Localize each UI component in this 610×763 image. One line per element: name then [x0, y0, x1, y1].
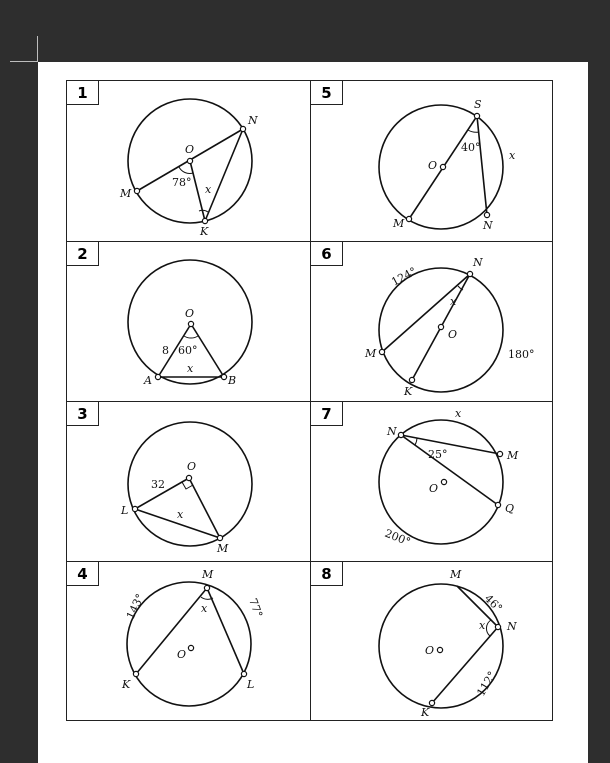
- problem-2: [66, 241, 311, 402]
- problem-5: [310, 80, 553, 242]
- arc-label: 124°: [389, 264, 419, 289]
- problem-number: 8: [311, 562, 343, 586]
- problem-4-figure: [67, 562, 312, 722]
- side-label: 32: [151, 478, 165, 491]
- point: [429, 700, 434, 705]
- chord-NQ: [401, 435, 498, 505]
- arc-label: 77°: [246, 596, 266, 620]
- label: B: [228, 374, 237, 387]
- label: O: [448, 328, 458, 341]
- problem-7-figure: [311, 402, 554, 563]
- problem-7: [310, 401, 553, 562]
- point: [438, 324, 443, 329]
- label: K: [122, 678, 131, 691]
- point: [406, 216, 411, 221]
- point: [241, 671, 246, 676]
- arc-label: 200°: [382, 526, 413, 549]
- angle-mark: [486, 620, 491, 636]
- label: K: [421, 706, 430, 719]
- angle-mark: [179, 167, 193, 173]
- chord-NK: [205, 129, 243, 221]
- problem-3: [66, 401, 311, 562]
- problem-4: [66, 561, 311, 721]
- angle-label: 25°: [428, 448, 448, 461]
- point: [132, 506, 137, 511]
- chord-SN: [477, 116, 487, 215]
- problem-number: 3: [67, 402, 99, 426]
- point: [202, 218, 207, 223]
- problem-5-figure: [311, 81, 554, 243]
- unknown-label: x: [509, 149, 516, 162]
- problem-8-figure: [311, 562, 554, 722]
- worksheet-page: [38, 62, 588, 763]
- crop-mark-vertical: [37, 36, 38, 62]
- point: [187, 158, 192, 163]
- unknown-label: x: [177, 508, 184, 521]
- point: [186, 475, 191, 480]
- label: O: [185, 143, 195, 156]
- problem-8: [310, 561, 553, 721]
- arc-label: 180°: [508, 348, 535, 361]
- problem-number: 2: [67, 242, 99, 266]
- label: A: [144, 374, 152, 387]
- angle-label: 78°: [172, 176, 192, 189]
- unknown-label: x: [455, 407, 462, 420]
- label: O: [185, 307, 195, 320]
- arc-label: 46°: [481, 591, 505, 615]
- label: O: [428, 159, 438, 172]
- point: [155, 374, 160, 379]
- point: [495, 624, 500, 629]
- label: L: [121, 504, 129, 517]
- label: L: [247, 678, 255, 691]
- point: [467, 271, 472, 276]
- label: O: [177, 648, 187, 661]
- angle-label: 60°: [178, 344, 198, 357]
- circle: [127, 582, 251, 706]
- radius-OK: [190, 161, 205, 221]
- point: [133, 671, 138, 676]
- problem-3-figure: [67, 402, 312, 563]
- angle-mark: [415, 438, 417, 445]
- problem-2-figure: [67, 242, 312, 403]
- point: [495, 502, 500, 507]
- label: N: [507, 620, 517, 633]
- problem-number: 4: [67, 562, 99, 586]
- crop-mark-horizontal: [10, 61, 38, 62]
- problem-number: 1: [67, 81, 99, 105]
- label: O: [425, 644, 435, 657]
- angle-mark: [468, 130, 479, 132]
- point: [440, 164, 445, 169]
- label: M: [365, 347, 377, 360]
- chord-ML: [207, 588, 244, 674]
- point: [221, 374, 226, 379]
- problem-6: [310, 241, 553, 402]
- unknown-label: x: [187, 362, 194, 375]
- unknown-label: x: [450, 295, 457, 308]
- point: [217, 535, 222, 540]
- label: M: [120, 187, 132, 200]
- label: K: [404, 385, 413, 398]
- label: N: [387, 425, 397, 438]
- problem-number: 7: [311, 402, 343, 426]
- angle-label: 40°: [461, 141, 481, 154]
- point: [379, 349, 384, 354]
- chord-MK: [136, 588, 207, 674]
- unknown-label: x: [479, 619, 486, 632]
- problem-6-figure: [311, 242, 554, 403]
- side-label: 8: [162, 344, 169, 357]
- point: [437, 647, 442, 652]
- angle-mark: [184, 336, 198, 338]
- point: [497, 451, 502, 456]
- label: Q: [505, 502, 515, 515]
- unknown-label: x: [201, 602, 208, 615]
- label: M: [202, 568, 214, 581]
- label: K: [200, 225, 209, 238]
- point: [240, 126, 245, 131]
- problem-1: [66, 80, 311, 242]
- label: M: [217, 542, 229, 555]
- label: O: [429, 482, 439, 495]
- label: M: [450, 568, 462, 581]
- label: M: [393, 217, 405, 230]
- label: N: [248, 114, 258, 127]
- label: N: [483, 219, 493, 232]
- point: [134, 188, 139, 193]
- point: [409, 377, 414, 382]
- arc-label: 112°: [474, 669, 499, 699]
- point: [188, 321, 193, 326]
- point: [398, 432, 403, 437]
- point: [441, 479, 446, 484]
- label: S: [474, 98, 482, 111]
- unknown-label: x: [205, 183, 212, 196]
- label: N: [473, 256, 483, 269]
- problem-number: 5: [311, 81, 343, 105]
- point: [188, 645, 193, 650]
- point: [474, 113, 479, 118]
- label: M: [507, 449, 519, 462]
- point: [204, 585, 209, 590]
- problem-number: 6: [311, 242, 343, 266]
- point: [484, 212, 489, 217]
- label: O: [187, 460, 197, 473]
- arc-label: 143°: [123, 591, 147, 622]
- problem-1-figure: [67, 81, 312, 243]
